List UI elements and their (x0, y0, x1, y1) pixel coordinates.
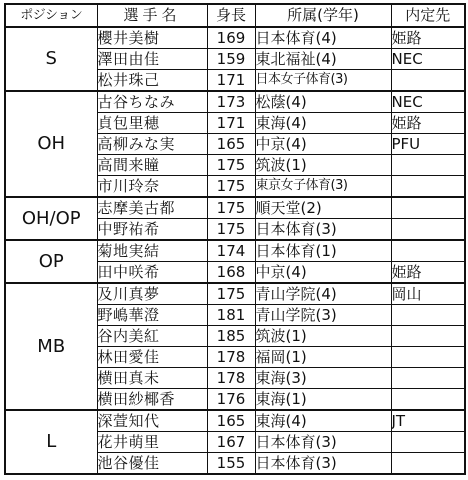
player-destination-cell (391, 197, 465, 219)
roster-table (4, 3, 466, 475)
table-row (5, 197, 465, 219)
player-destination-cell: 姫路 (391, 27, 465, 49)
table-row (5, 91, 465, 113)
player-height-cell: 155 (207, 453, 255, 475)
player-destination-cell (391, 240, 465, 262)
table-row (5, 27, 465, 49)
position-cell: S (5, 27, 97, 91)
player-destination-cell: JT (391, 410, 465, 432)
player-height-cell: 175 (207, 176, 255, 198)
player-destination-cell (391, 155, 465, 176)
player-destination-cell (391, 453, 465, 475)
player-team-cell: 青山学院(4) (255, 283, 391, 305)
player-height-cell: 175 (207, 197, 255, 219)
player-height-cell: 181 (207, 305, 255, 326)
player-name-cell: 横田真未 (97, 368, 207, 389)
player-name-cell: 高柳みな実 (97, 134, 207, 155)
position-cell: OH/OP (5, 197, 97, 240)
player-destination-cell: NEC (391, 91, 465, 113)
player-height-cell: 165 (207, 410, 255, 432)
roster-body (5, 27, 465, 474)
player-team-cell: 東海(4) (255, 410, 391, 432)
player-team-cell: 日本体育(4) (255, 27, 391, 49)
player-height-cell: 175 (207, 283, 255, 305)
player-team-cell: 筑波(1) (255, 326, 391, 347)
table-row (5, 410, 465, 432)
player-height-cell: 185 (207, 326, 255, 347)
player-height-cell: 169 (207, 27, 255, 49)
position-cell: MB (5, 283, 97, 410)
player-height-cell: 174 (207, 240, 255, 262)
player-team-cell: 東海(4) (255, 113, 391, 134)
player-team-cell: 青山学院(3) (255, 305, 391, 326)
player-height-cell: 171 (207, 113, 255, 134)
roster-sheet (4, 3, 464, 477)
player-name-cell: 松井珠己 (97, 70, 207, 92)
player-team-cell: 東海(1) (255, 389, 391, 411)
player-team-cell: 順天堂(2) (255, 197, 391, 219)
player-destination-cell (391, 326, 465, 347)
player-team-cell: 松蔭(4) (255, 91, 391, 113)
player-destination-cell (391, 176, 465, 198)
table-row (5, 283, 465, 305)
player-name-cell: 田中咲希 (97, 262, 207, 284)
player-team-cell: 日本体育(3) (255, 453, 391, 475)
player-team-cell: 日本体育(1) (255, 240, 391, 262)
player-team-cell: 東京女子体育(3) (255, 176, 391, 198)
player-name-cell: 深萱知代 (97, 410, 207, 432)
player-team-cell: 日本女子体育(3) (255, 70, 391, 92)
header-row (5, 4, 465, 27)
player-team-cell: 日本体育(3) (255, 219, 391, 241)
position-cell: OH (5, 91, 97, 197)
player-destination-cell (391, 70, 465, 92)
player-name-cell: 市川玲奈 (97, 176, 207, 198)
player-destination-cell (391, 347, 465, 368)
player-team-cell: 中京(4) (255, 134, 391, 155)
player-name-cell: 池谷優佳 (97, 453, 207, 475)
player-height-cell: 175 (207, 155, 255, 176)
player-height-cell: 159 (207, 49, 255, 70)
player-destination-cell: 姫路 (391, 113, 465, 134)
player-name-cell: 櫻井美樹 (97, 27, 207, 49)
player-height-cell: 173 (207, 91, 255, 113)
player-name-cell: 古谷ちなみ (97, 91, 207, 113)
player-height-cell: 178 (207, 347, 255, 368)
header-team: 所属(学年) (255, 4, 391, 27)
player-team-cell: 中京(4) (255, 262, 391, 284)
player-name-cell: 高間来瞳 (97, 155, 207, 176)
player-destination-cell (391, 368, 465, 389)
player-name-cell: 谷内美紅 (97, 326, 207, 347)
table-row (5, 240, 465, 262)
player-name-cell: 中野祐希 (97, 219, 207, 241)
player-destination-cell: PFU (391, 134, 465, 155)
position-cell: L (5, 410, 97, 474)
header-name: 選手名 (97, 4, 207, 27)
player-destination-cell (391, 305, 465, 326)
player-name-cell: 花井萌里 (97, 432, 207, 453)
player-name-cell: 志摩美古都 (97, 197, 207, 219)
player-name-cell: 野嶋華澄 (97, 305, 207, 326)
header-position: ポジション (5, 4, 97, 27)
player-destination-cell: 姫路 (391, 262, 465, 284)
player-height-cell: 171 (207, 70, 255, 92)
player-destination-cell: 岡山 (391, 283, 465, 305)
player-destination-cell (391, 389, 465, 411)
player-height-cell: 178 (207, 368, 255, 389)
player-team-cell: 日本体育(3) (255, 432, 391, 453)
player-name-cell: 澤田由佳 (97, 49, 207, 70)
player-name-cell: 貞包里穂 (97, 113, 207, 134)
player-team-cell: 東海(3) (255, 368, 391, 389)
player-destination-cell (391, 432, 465, 453)
player-destination-cell: NEC (391, 49, 465, 70)
player-team-cell: 筑波(1) (255, 155, 391, 176)
player-height-cell: 165 (207, 134, 255, 155)
player-name-cell: 横田紗椰香 (97, 389, 207, 411)
header-height: 身長 (207, 4, 255, 27)
player-height-cell: 176 (207, 389, 255, 411)
player-team-cell: 福岡(1) (255, 347, 391, 368)
player-team-cell: 東北福祉(4) (255, 49, 391, 70)
player-height-cell: 168 (207, 262, 255, 284)
player-name-cell: 菊地実結 (97, 240, 207, 262)
player-destination-cell (391, 219, 465, 241)
player-height-cell: 175 (207, 219, 255, 241)
player-name-cell: 及川真夢 (97, 283, 207, 305)
player-height-cell: 167 (207, 432, 255, 453)
player-name-cell: 林田愛佳 (97, 347, 207, 368)
position-cell: OP (5, 240, 97, 283)
header-destination: 内定先 (391, 4, 465, 27)
